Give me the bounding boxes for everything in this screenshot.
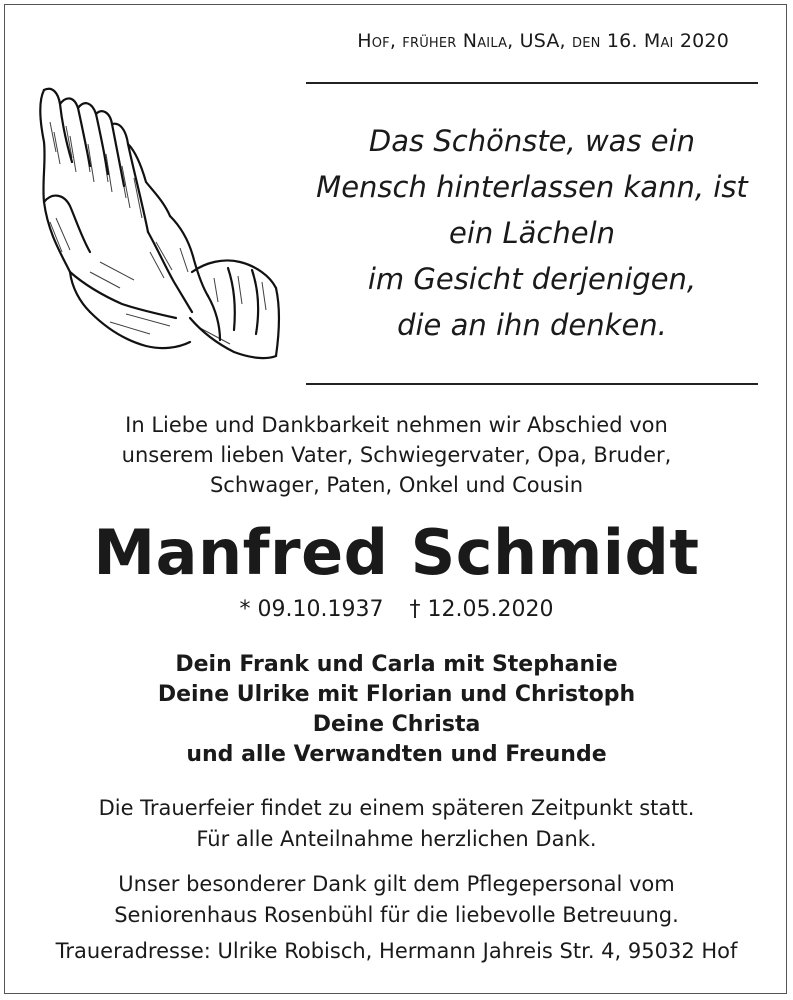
life-dates (0, 597, 793, 622)
quote-line: die an ihn denken. (397, 308, 667, 342)
bottom-divider (306, 383, 758, 385)
quote-line: ein Lächeln (448, 216, 616, 250)
quote-line: Das Schönste, was ein (368, 124, 696, 158)
birth-date: * 09.10.1937 (239, 597, 384, 622)
deceased-name: Manfred Schmidt (93, 516, 700, 589)
intro-line: unserem lieben Vater, Schwiegervater, Opa, Bruder, (121, 443, 672, 467)
place-date: Hof, früher Naila, USA, den 16. Mai 2020 (357, 30, 729, 52)
special-thanks (0, 869, 793, 931)
death-date: † 12.05.2020 (409, 597, 554, 622)
thanks-line: Unser besonderer Dank gilt dem Pflegepersonal vom (118, 872, 675, 896)
memorial-quote (304, 118, 760, 348)
quote-line: im Gesicht derjenigen, (367, 262, 697, 296)
funeral-notice (0, 793, 793, 855)
family-line: und alle Verwandten und Freunde (186, 742, 607, 767)
notice-line: Die Trauerfeier findet zu einem späteren Zeitpunkt statt. (98, 796, 695, 820)
praying-hands-icon (30, 82, 282, 372)
family-line: Deine Ulrike mit Florian und Christoph (157, 682, 636, 707)
family-signatures (0, 650, 793, 770)
quote-line: Mensch hinterlassen kann, ist (316, 170, 748, 204)
family-line: Deine Christa (312, 712, 481, 737)
thanks-line: Seniorenhaus Rosenbühl für die liebevolle Betreuung. (114, 903, 679, 927)
intro-line: In Liebe und Dankbarkeit nehmen wir Abschied von (125, 413, 668, 437)
notice-line: Für alle Anteilnahme herzlichen Dank. (196, 827, 597, 851)
family-line: Dein Frank und Carla mit Stephanie (175, 652, 618, 677)
intro-line: Schwager, Paten, Onkel und Cousin (209, 473, 584, 497)
intro-text (0, 410, 793, 500)
mourning-address: Traueradresse: Ulrike Robisch, Hermann Jahreis Str. 4, 95032 Hof (55, 939, 738, 963)
top-divider (306, 82, 758, 84)
